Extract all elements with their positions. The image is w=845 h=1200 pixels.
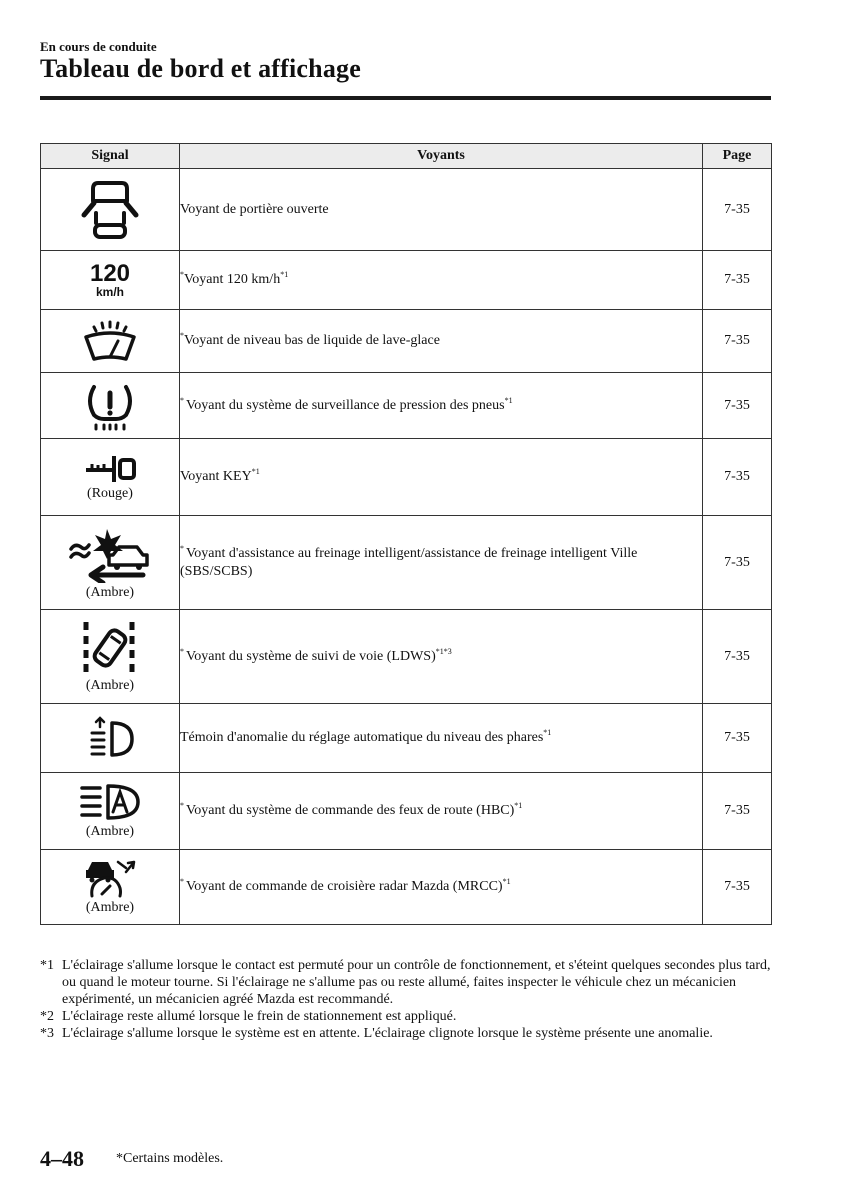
description-cell: Voyant KEY$^{*1}$: [180, 439, 703, 516]
table-row: [41, 310, 772, 373]
color-note: (Ambre): [85, 824, 135, 839]
page-cell: 7-35: [703, 169, 772, 251]
models-note: *Certains modèles.: [116, 1151, 224, 1166]
signal-cell: [41, 373, 180, 439]
page-cell: 7-35: [703, 704, 772, 773]
header-voyants: Voyants: [180, 144, 703, 169]
page-cell: 7-35: [703, 610, 772, 704]
lane-departure-icon: [80, 620, 140, 676]
table-row: [41, 850, 772, 925]
table-row: [41, 610, 772, 704]
high-beam-control-icon: [78, 782, 142, 822]
page-cell: 7-35: [703, 251, 772, 310]
description-cell: Voyant de portière ouverte: [180, 169, 703, 251]
door-open-icon: [80, 179, 140, 241]
description-cell: * Voyant du système de surveillance de pression des pneus$^{*1}$: [180, 373, 703, 439]
signal-cell: [41, 251, 180, 310]
table-header-row: [41, 144, 772, 169]
signal-cell: [41, 516, 180, 610]
table-row: [41, 373, 772, 439]
description-cell: Témoin d'anomalie du réglage automatique du niveau des phares$^{*1}$: [180, 704, 703, 773]
radar-cruise-icon: [82, 858, 138, 898]
header-page: Page: [703, 144, 772, 169]
signal-cell: [41, 704, 180, 773]
table-row: [41, 773, 772, 850]
smart-brake-icon: [67, 525, 153, 583]
description-cell: * Voyant de commande de croisière radar Mazda (MRCC)$^{*1}$: [180, 850, 703, 925]
table-row: [41, 704, 772, 773]
section-label: En cours de conduite: [40, 39, 157, 54]
table-row: [41, 169, 772, 251]
table-row: [41, 516, 772, 610]
signal-cell: [41, 439, 180, 516]
page-cell: 7-35: [703, 773, 772, 850]
color-note: (Ambre): [85, 677, 135, 693]
description-cell: * Voyant du système de suivi de voie (LDWS)$^{*1*3}$: [180, 610, 703, 704]
signal-cell: [41, 610, 180, 704]
page-cell: 7-35: [703, 310, 772, 373]
title-divider: [40, 96, 771, 100]
color-note: (Ambre): [85, 584, 135, 600]
signal-cell: [41, 310, 180, 373]
page-number: 4–48: [40, 1146, 84, 1171]
description-cell: *Voyant 120 $km/h^{*1}$: [180, 251, 703, 310]
signal-cell: [41, 773, 180, 850]
color-note: (Ambre): [85, 900, 135, 915]
page-cell: 7-35: [703, 516, 772, 610]
page-cell: 7-35: [703, 439, 772, 516]
description-cell: * Voyant du système de commande des feux de route (HBC)$^{*1}$: [180, 773, 703, 850]
footnotes: [40, 957, 775, 1042]
table-row: [41, 439, 772, 516]
signal-cell: [41, 850, 180, 925]
table-row: [41, 251, 772, 310]
signal-cell: [41, 169, 180, 251]
key-icon: [82, 452, 138, 484]
description-cell: * Voyant d'assistance au freinage intelligent/assistance de freinage intelligent Ville (SBS/SCBS): [180, 516, 703, 610]
footnote: *3 L'éclairage s'allume lorsque le système est en attente. L'éclairage clignote lorsque le système présente une anomalie.: [40, 1026, 713, 1041]
color-note: (Rouge): [87, 486, 133, 501]
washer-fluid-icon: [82, 319, 138, 363]
page-title: Tableau de bord et affichage: [40, 54, 361, 83]
header-signal: Signal: [41, 144, 180, 169]
tire-pressure-icon: [82, 381, 138, 431]
speed-120-icon: 120 km/h: [89, 260, 131, 299]
headlight-leveling-icon: [84, 715, 136, 761]
page-cell: 7-35: [703, 850, 772, 925]
warning-lights-table: [40, 143, 772, 925]
description-cell: *Voyant de niveau bas de liquide de lave-glace: [180, 310, 703, 373]
footnote: *1 L'éclairage s'allume lorsque le contact est permuté pour un contrôle de fonctionnement, et s'éteint quelques secondes plus tard, ou quand le moteur tourne. Si l'éclairage ne s'allume pas ou reste allumé, faites inspecter le véhicule chez un mécanicien expérimenté, un mécanicien agréé Mazda est recommandé.: [40, 958, 771, 1007]
footnote: *2 L'éclairage reste allumé lorsque le frein de stationnement est appliqué.: [40, 1009, 457, 1024]
page-cell: 7-35: [703, 373, 772, 439]
